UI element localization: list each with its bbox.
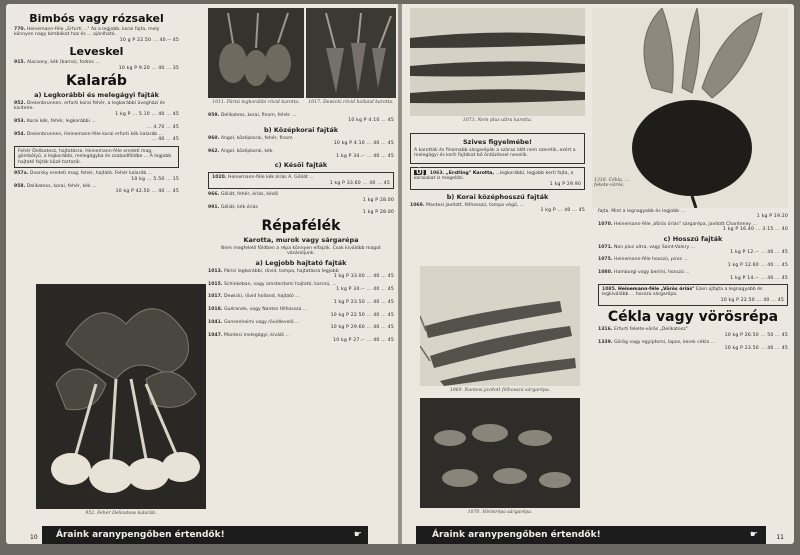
entry-991: 991. Góliát, kék óriás 1 kg P 28.00: [208, 205, 394, 216]
kohlrabi-caption: 952. Fehér Delicatess kalaráb.: [85, 511, 157, 516]
entry-962: 962. Angol, középkorai, kék. 1 kg P 34.-- ... 40 ... 45: [208, 148, 394, 160]
entry-958: 958. Delikatess, korai, fehér, kék ... 10 kg P 42.50 ... 40 ... 45: [14, 183, 179, 195]
bottom-carrots-illustration: [420, 398, 580, 508]
entry-953: 953. Korai kék, fehér, legkorábbi ... ... 4.70 ... 45: [14, 119, 179, 130]
entry-915: 915. Alacsony, kék (barna), fodros ... 10 kg P 9.20 ... 40 ... 35: [14, 60, 179, 71]
right-column-2: [598, 208, 788, 520]
entry-1047: 1047. Mantesi melegágyi, kiváló ... 10 kg P 27.-- ... 40 ... 45: [208, 332, 394, 344]
entry-960: 960. Angol, középkorai, fehér, finom 10 kg P 4.10 ... 40 ... 45: [208, 135, 394, 147]
carrot-illustration-2: [306, 8, 396, 98]
caption-1070: 1070. Vörösrépa sárgarépa.: [467, 510, 533, 515]
entry-1013: 1013. Párisi legkorábbi, rövid, tompa, hajtatásra legjobb 1 kg P 33.00 ... 40 ... 45: [208, 268, 394, 280]
carrot-photo-1: [208, 8, 304, 98]
entry-959: 959. Delikatess, korai, finom, fehér. ... 10 kg P 4.10 ... 45: [208, 113, 394, 124]
caption-1017: 1017. Dewicki rövid holland karotta.: [308, 100, 394, 105]
nantes-carrots-illustration: [420, 266, 580, 386]
entry-1069: 1069. Mantesi javított, félhosszú, tompa végű, ... 1 kg P ... 40 ... 45: [410, 203, 585, 214]
subtitle-kozephosszu: b) Korai középhosszú fajták: [446, 193, 549, 202]
entry-continued: fajta. Mint a legnagyobb és legjobb ... 1 kg P 19.20: [598, 209, 788, 220]
entry-770: 770. Heinemann-féle „Erfurti ..." Az a legjobb, korai fajta, mely könnyen nagy bimbókat hoz és ... ajánlható. 10 g P 22.50 ... 40.-- 45: [14, 27, 179, 43]
entry-1063: ÚJ 1063. „Erstling" Karotta, ...legkorábbi, legjobb kerti fajta, a koraiakat is megelőzi. 1 kg P 29.90: [410, 167, 585, 190]
entry-1080: 1080. Hamburgi vagy berlini, hosszú ... 1 kg P 14.-- ... 40 ... 45: [598, 270, 788, 281]
entry-1018: 1018. Guérande, vagy Nantes félhosszú ... 10 kg P 22.50 ... 40 ... 45: [208, 307, 394, 318]
nantes-carrots-photo: [420, 266, 580, 386]
section-title-kalarab: Kalaráb: [66, 73, 127, 90]
repa-note: Nem megfelelő földben a répa könnyen elfajzik. Csak kiválóbb magot vásároljunk.: [221, 245, 381, 257]
left-footer-text: Áraink aranypengőben értendők!: [56, 530, 225, 540]
notice-title: Szives figyelmébe!: [462, 138, 533, 146]
pointing-hand-icon: ☛: [353, 530, 362, 540]
kohlrabi-illustration: [36, 284, 206, 509]
entry-1339: 1339. Görög vagy egyiptomi, lapos, kerek cékla ... 10 kg P 23.50 ... 40 ... 45: [598, 340, 788, 351]
entry-1071: 1071. Non plus ultra, vagy Saint-Valery ... 1 kg P 12.-- ... 40 ... 45: [598, 244, 788, 256]
caption-1011: 1011. Párisi legkorábbi rövid karotta.: [212, 100, 300, 105]
entry-1041: 1041. Gonsenheimi vagy rövidlevelű ... 10 kg P 29.60 ... 40 ... 45: [208, 319, 394, 331]
left-footer-banner: [42, 526, 368, 544]
caption-1318: 1318. Cékla, ... fekete-vörös.: [594, 178, 630, 188]
bottom-carrots-photo: [420, 398, 580, 508]
carrot-illustration-1: [208, 8, 304, 98]
entry-1017: 1017. Dewicki, rövid holland, hajtató ... 1 kg P 23.50 ... 40 ... 45: [208, 294, 394, 305]
section-title-leveskel: Leveskel: [69, 45, 124, 59]
entry-1316: 1316. Erfurti fekete-vörös „Delikatesz" 10 kg P 26.50 ... 50 ... 45: [598, 327, 788, 338]
section-title-bimbos: Bimbós vagy rózsakel: [29, 12, 164, 25]
carrot-photo-2: [306, 8, 396, 98]
notice-box: [410, 133, 585, 164]
right-footer-text: Áraink aranypengőben értendők!: [432, 530, 601, 540]
left-column-1: [14, 10, 179, 280]
subtitle-kozepkorai: b) Középkorai fajták: [263, 125, 339, 134]
subtitle-kalarab-a: a) Legkorábbi és melegágyi fajták: [34, 91, 159, 100]
entry-957a: 957a. Dvorsky eredeti mag, fehér, hajtató. Fehér kalaráb ... 10 kg ... 5.50 ... 15: [14, 171, 179, 182]
entry-1085: 1085. Heinemann-féle „Vörös óriás" Ezen újfajta a legnagyobb és legkiválóbb ... hosszú sárgarépa. 10 kg P 22.50 ... 40 ... 45: [598, 284, 788, 306]
left-page-number: 10: [30, 534, 38, 541]
entry-1075: 1075. Heinemann-féle hosszú, piros ... 1 kg P 12.60 ... 40 ... 45: [598, 257, 788, 268]
repa-subtitle: Karotta, murok vagy sárgarépa: [243, 235, 359, 244]
entry-1015: 1015. Schinkeban, vagy amsterdami hajtató, karcsú, ... 1 kg P 34.-- ... 40 ... 45: [208, 281, 394, 292]
entry-954: 954. Dreienbrunnen, Heinemann-féle korai erfurti kék kalaráb ... ... 40 ... 45: [14, 132, 179, 143]
subtitle-hosszu: c) Hosszú fajták: [663, 234, 723, 243]
notice-text: A karották és finomabb sárgarépák a száraz időt nem szeretik, ezért a melegágyi és kerti fajtákat bő öntözéssel nevelik.: [414, 148, 576, 159]
long-carrots-illustration: [410, 8, 585, 116]
right-page: [402, 4, 794, 544]
right-page-number: 11: [776, 534, 784, 541]
caption-1069: 1069. Nantesi javított félhosszú sárgarépa.: [449, 388, 551, 393]
right-footer-banner: [416, 526, 766, 544]
pointing-hand-icon: ☛: [749, 530, 758, 540]
section-title-repafelek: Répafélék: [261, 217, 341, 234]
kalarab-boxed-entry: Fehér Delikatesz, hajtatásra. Heinemann-féle eredeti mag, gömbölyű, a legkorábbi, melegágyba és szabadföldbe ... A legjobb hajtató fajták közé tartozik.: [14, 146, 179, 168]
left-page: [6, 4, 398, 544]
entry-966: 966. Góliát, fehér, óriás, késői 1 kg P 28.00: [208, 192, 394, 203]
caption-1073: 1073. Nem plus ultra karotta.: [462, 118, 533, 123]
entry-1070: 1070. Heinemann-féle „Vörös óriás" sárgarépa, javított Chanteney ... 1 kg P 16.40 ... 3.15 ... 40: [598, 221, 788, 233]
new-badge: ÚJ: [416, 167, 425, 176]
entry-952: 952. Dreienbrunnen, erfurti korai fehér, a legkorábbi üvegházi és kivitelre. 1 kg P ... 5.10 ... 40 ... 45: [14, 101, 179, 117]
subtitle-hajtato: a) Legjobb hajtató fajták: [255, 258, 347, 267]
entry-1020: 1020. Heinemann-féle kék óriás A. Góliát ... 1 kg P 33.60 ... 40 ... 45: [208, 172, 394, 189]
kohlrabi-photo: [36, 284, 206, 509]
subtitle-kesoi: c) Késői fajták: [274, 161, 328, 170]
long-carrots-photo: [410, 8, 585, 116]
left-column-2: [208, 112, 394, 522]
section-title-cekla: Cékla vagy vörösrépa: [607, 309, 779, 326]
right-column-1: [410, 130, 585, 260]
